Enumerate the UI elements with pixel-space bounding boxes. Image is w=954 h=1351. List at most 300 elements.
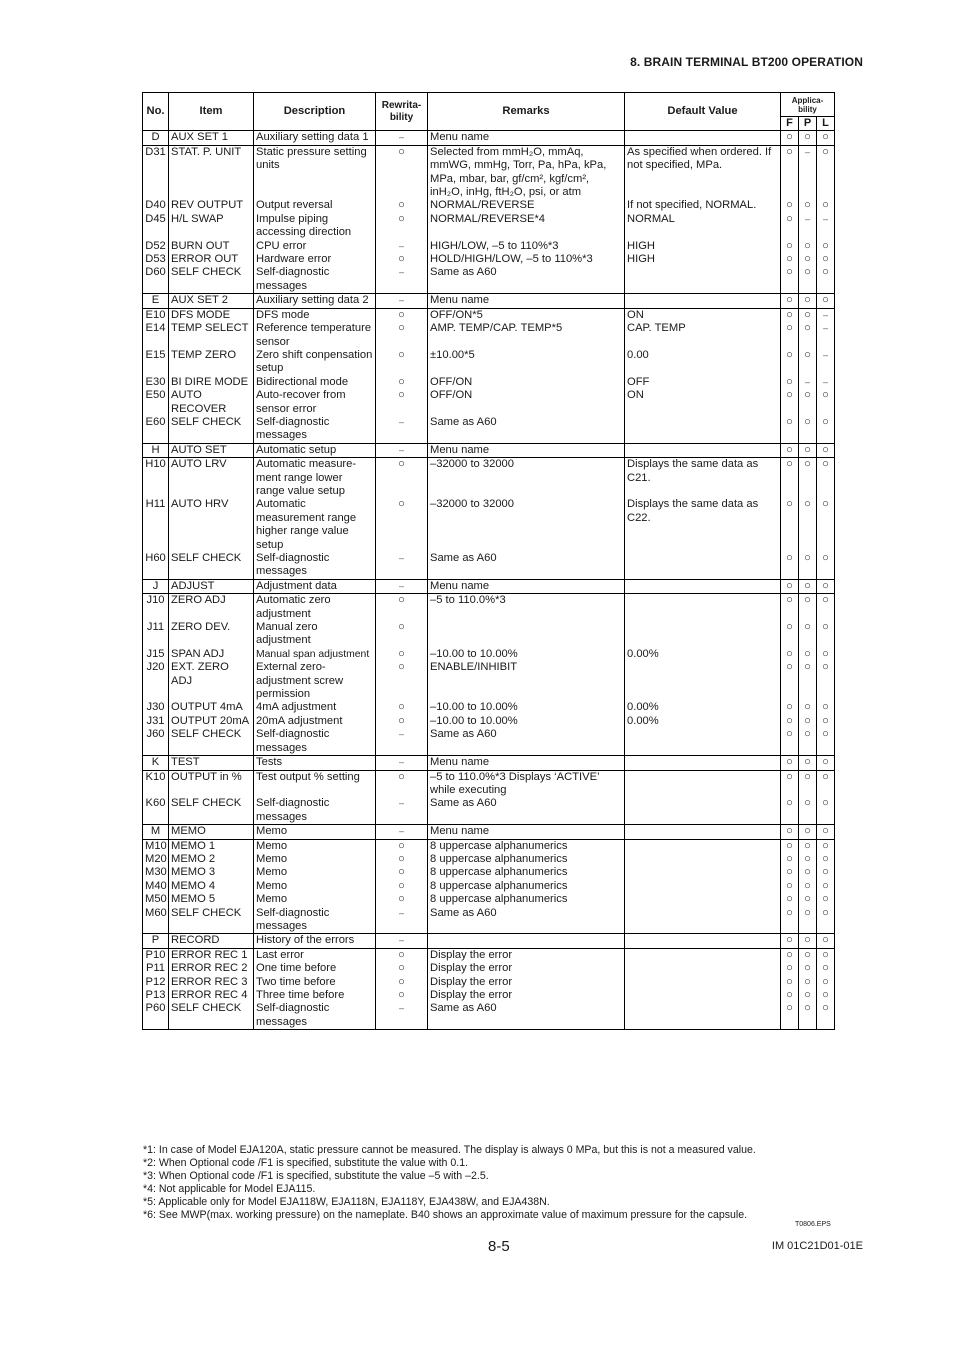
row-p: ○ xyxy=(799,661,817,701)
row-rewritability: ○ xyxy=(376,498,428,552)
row-remarks: –10.00 to 10.00% xyxy=(428,715,625,728)
row-l: ○ xyxy=(817,770,835,797)
row-rewritability: – xyxy=(376,907,428,934)
row-l: – xyxy=(817,322,835,349)
row-default-value xyxy=(625,893,781,906)
row-l: ○ xyxy=(817,715,835,728)
row-item: SELF CHECK xyxy=(169,907,254,934)
row-description: DFS mode xyxy=(254,308,376,322)
row-remarks: 8 uppercase alphanumerics xyxy=(428,893,625,906)
row-remarks: Same as A60 xyxy=(428,266,625,293)
row-default-value xyxy=(625,579,781,593)
table-row xyxy=(143,962,835,975)
row-item: ADJUST xyxy=(169,579,254,593)
row-no: D xyxy=(143,131,169,145)
row-l: – xyxy=(817,213,835,240)
row-item: AUTO RECOVER xyxy=(169,389,254,416)
row-rewritability: – xyxy=(376,756,428,770)
row-no: D31 xyxy=(143,145,169,199)
row-l: ○ xyxy=(817,880,835,893)
row-rewritability: ○ xyxy=(376,253,428,266)
row-rewritability: – xyxy=(376,934,428,948)
row-default-value: HIGH xyxy=(625,253,781,266)
table-row xyxy=(143,199,835,212)
row-p: ○ xyxy=(799,266,817,293)
row-remarks: Menu name xyxy=(428,294,625,308)
table-row xyxy=(143,253,835,266)
table-row xyxy=(143,770,835,797)
row-no: E xyxy=(143,294,169,308)
row-f: ○ xyxy=(781,661,799,701)
row-description: Memo xyxy=(254,866,376,879)
row-p: ○ xyxy=(799,866,817,879)
row-no: P10 xyxy=(143,948,169,962)
row-f: ○ xyxy=(781,907,799,934)
row-remarks: –32000 to 32000 xyxy=(428,458,625,499)
row-l: ○ xyxy=(817,294,835,308)
row-p: ○ xyxy=(799,907,817,934)
row-f: ○ xyxy=(781,797,799,824)
row-description: Last error xyxy=(254,948,376,962)
row-remarks: –5 to 110.0%*3 Displays ‘ACTIVE’ while executing xyxy=(428,770,625,797)
row-item: MEMO 4 xyxy=(169,880,254,893)
row-remarks: ±10.00*5 xyxy=(428,349,625,376)
table-row xyxy=(143,240,835,253)
row-p: – xyxy=(799,213,817,240)
row-no: E60 xyxy=(143,416,169,443)
row-rewritability: ○ xyxy=(376,213,428,240)
table-row xyxy=(143,145,835,199)
row-f: ○ xyxy=(781,389,799,416)
row-l: ○ xyxy=(817,1002,835,1029)
row-remarks: 8 uppercase alphanumerics xyxy=(428,839,625,853)
row-item: MEMO 1 xyxy=(169,839,254,853)
row-item: AUX SET 2 xyxy=(169,294,254,308)
row-l: ○ xyxy=(817,145,835,199)
row-no: P xyxy=(143,934,169,948)
row-remarks: Display the error xyxy=(428,962,625,975)
row-l: ○ xyxy=(817,621,835,648)
row-p: ○ xyxy=(799,294,817,308)
header-remarks: Remarks xyxy=(428,93,625,131)
row-rewritability: – xyxy=(376,1002,428,1029)
row-l: ○ xyxy=(817,948,835,962)
row-f: ○ xyxy=(781,253,799,266)
row-description: 4mA adjustment xyxy=(254,701,376,714)
section-header: 8. BRAIN TERMINAL BT200 OPERATION xyxy=(630,55,863,69)
table-row xyxy=(143,839,835,853)
row-description: Auto-recover from sensor error xyxy=(254,389,376,416)
row-f: ○ xyxy=(781,866,799,879)
row-rewritability: ○ xyxy=(376,308,428,322)
row-description: Bidirectional mode xyxy=(254,376,376,389)
row-item: SELF CHECK xyxy=(169,1002,254,1029)
table-row xyxy=(143,322,835,349)
row-no: J31 xyxy=(143,715,169,728)
row-description: Hardware error xyxy=(254,253,376,266)
row-description: Zero shift conpensation setup xyxy=(254,349,376,376)
row-p: ○ xyxy=(799,308,817,322)
row-f: ○ xyxy=(781,443,799,457)
row-default-value: CAP. TEMP xyxy=(625,322,781,349)
row-item: AUTO LRV xyxy=(169,458,254,499)
row-default-value xyxy=(625,294,781,308)
row-p: ○ xyxy=(799,962,817,975)
row-p: – xyxy=(799,145,817,199)
row-item: MEMO 5 xyxy=(169,893,254,906)
row-default-value xyxy=(625,443,781,457)
row-default-value: Displays the same data as C21. xyxy=(625,458,781,499)
table-row xyxy=(143,648,835,661)
row-item: REV OUTPUT xyxy=(169,199,254,212)
row-item: AUX SET 1 xyxy=(169,131,254,145)
row-remarks: OFF/ON xyxy=(428,389,625,416)
row-default-value: NORMAL xyxy=(625,213,781,240)
row-remarks: Same as A60 xyxy=(428,907,625,934)
row-f: ○ xyxy=(781,240,799,253)
table-row xyxy=(143,213,835,240)
row-default-value xyxy=(625,661,781,701)
row-rewritability: ○ xyxy=(376,853,428,866)
footnote-5: *5: Applicable only for Model EJA118W, EJA118N, EJA118Y, EJA438W, and EJA438N. xyxy=(143,1196,550,1209)
row-default-value: HIGH xyxy=(625,240,781,253)
row-remarks xyxy=(428,621,625,648)
table-row xyxy=(143,715,835,728)
row-default-value xyxy=(625,948,781,962)
row-f: ○ xyxy=(781,458,799,499)
row-remarks: Display the error xyxy=(428,948,625,962)
row-f: ○ xyxy=(781,853,799,866)
table-row xyxy=(143,701,835,714)
row-rewritability: ○ xyxy=(376,839,428,853)
table-row xyxy=(143,458,835,499)
row-default-value xyxy=(625,594,781,621)
row-p: ○ xyxy=(799,648,817,661)
row-f: ○ xyxy=(781,962,799,975)
row-no: J20 xyxy=(143,661,169,701)
footnote-4: *4: Not applicable for Model EJA115. xyxy=(143,1183,316,1196)
row-remarks: Same as A60 xyxy=(428,552,625,579)
row-f: ○ xyxy=(781,934,799,948)
row-p: ○ xyxy=(799,253,817,266)
row-default-value xyxy=(625,1002,781,1029)
row-f: ○ xyxy=(781,880,799,893)
row-l: ○ xyxy=(817,579,835,593)
header-item: Item xyxy=(169,93,254,131)
row-l: ○ xyxy=(817,728,835,755)
row-f: ○ xyxy=(781,756,799,770)
row-remarks: Menu name xyxy=(428,579,625,593)
row-description: Self-diagnostic messages xyxy=(254,728,376,755)
row-remarks: OFF/ON*5 xyxy=(428,308,625,322)
row-rewritability: ○ xyxy=(376,349,428,376)
header-l: L xyxy=(817,117,835,131)
table-row xyxy=(143,416,835,443)
row-item: EXT. ZERO ADJ xyxy=(169,661,254,701)
row-p: ○ xyxy=(799,131,817,145)
row-rewritability: ○ xyxy=(376,661,428,701)
table-row xyxy=(143,579,835,593)
row-p: ○ xyxy=(799,389,817,416)
row-p: ○ xyxy=(799,756,817,770)
row-item: H/L SWAP xyxy=(169,213,254,240)
row-l: ○ xyxy=(817,893,835,906)
table-row xyxy=(143,853,835,866)
row-default-value xyxy=(625,621,781,648)
row-rewritability: ○ xyxy=(376,770,428,797)
row-rewritability: ○ xyxy=(376,866,428,879)
row-remarks: HOLD/HIGH/LOW, –5 to 110%*3 xyxy=(428,253,625,266)
row-f: ○ xyxy=(781,308,799,322)
row-no: E15 xyxy=(143,349,169,376)
row-p: ○ xyxy=(799,797,817,824)
row-item: ERROR REC 1 xyxy=(169,948,254,962)
row-remarks: Same as A60 xyxy=(428,1002,625,1029)
row-item: MEMO 2 xyxy=(169,853,254,866)
row-remarks: Same as A60 xyxy=(428,728,625,755)
row-item: ERROR REC 3 xyxy=(169,976,254,989)
row-item: AUTO HRV xyxy=(169,498,254,552)
footnote-3: *3: When Optional code /F1 is specified, substitute the value –5 with –2.5. xyxy=(143,1170,489,1183)
row-no: J11 xyxy=(143,621,169,648)
row-no: D53 xyxy=(143,253,169,266)
row-default-value xyxy=(625,866,781,879)
row-no: E50 xyxy=(143,389,169,416)
row-rewritability: ○ xyxy=(376,199,428,212)
row-p: ○ xyxy=(799,443,817,457)
row-item: TEMP ZERO xyxy=(169,349,254,376)
row-description: Manual span adjustment xyxy=(254,648,376,661)
row-p: – xyxy=(799,376,817,389)
row-default-value: 0.00% xyxy=(625,715,781,728)
row-description: Self-diagnostic messages xyxy=(254,1002,376,1029)
row-f: ○ xyxy=(781,322,799,349)
row-p: ○ xyxy=(799,715,817,728)
row-p: ○ xyxy=(799,322,817,349)
table-row xyxy=(143,797,835,824)
footnotes xyxy=(143,1144,843,1223)
row-description: Self-diagnostic messages xyxy=(254,797,376,824)
row-default-value: Displays the same data as C22. xyxy=(625,498,781,552)
row-item: ERROR REC 4 xyxy=(169,989,254,1002)
row-p: ○ xyxy=(799,621,817,648)
header-p: P xyxy=(799,117,817,131)
row-item: AUTO SET xyxy=(169,443,254,457)
row-no: E30 xyxy=(143,376,169,389)
row-f: ○ xyxy=(781,131,799,145)
row-no: J30 xyxy=(143,701,169,714)
row-no: D52 xyxy=(143,240,169,253)
row-f: ○ xyxy=(781,839,799,853)
row-rewritability: ○ xyxy=(376,701,428,714)
header-f: F xyxy=(781,117,799,131)
row-remarks: –5 to 110.0%*3 xyxy=(428,594,625,621)
row-rewritability: ○ xyxy=(376,376,428,389)
table-row xyxy=(143,756,835,770)
row-l: ○ xyxy=(817,498,835,552)
row-rewritability: ○ xyxy=(376,989,428,1002)
row-f: ○ xyxy=(781,266,799,293)
row-default-value: ON xyxy=(625,308,781,322)
row-item: SPAN ADJ xyxy=(169,648,254,661)
row-description: External zero-adjustment screw permission xyxy=(254,661,376,701)
row-default-value xyxy=(625,756,781,770)
row-description: Tests xyxy=(254,756,376,770)
row-item: TEST xyxy=(169,756,254,770)
row-f: ○ xyxy=(781,893,799,906)
row-remarks: HIGH/LOW, –5 to 110%*3 xyxy=(428,240,625,253)
row-p: ○ xyxy=(799,594,817,621)
row-default-value xyxy=(625,797,781,824)
row-rewritability: ○ xyxy=(376,648,428,661)
row-p: ○ xyxy=(799,989,817,1002)
row-f: ○ xyxy=(781,701,799,714)
row-description: Automatic zero adjustment xyxy=(254,594,376,621)
row-description: Self-diagnostic messages xyxy=(254,416,376,443)
row-l: ○ xyxy=(817,552,835,579)
table-row xyxy=(143,443,835,457)
row-rewritability: ○ xyxy=(376,948,428,962)
table-row xyxy=(143,621,835,648)
row-no: D60 xyxy=(143,266,169,293)
row-no: K xyxy=(143,756,169,770)
row-no: M30 xyxy=(143,866,169,879)
header-rewritability: Rewrita- bility xyxy=(376,93,428,131)
row-default-value xyxy=(625,266,781,293)
row-l: ○ xyxy=(817,853,835,866)
row-l: ○ xyxy=(817,594,835,621)
row-default-value xyxy=(625,880,781,893)
row-description: Three time before xyxy=(254,989,376,1002)
row-rewritability: ○ xyxy=(376,594,428,621)
row-rewritability: – xyxy=(376,728,428,755)
row-no: H11 xyxy=(143,498,169,552)
row-description: Output reversal xyxy=(254,199,376,212)
row-l: ○ xyxy=(817,756,835,770)
row-item: ERROR REC 2 xyxy=(169,962,254,975)
row-remarks: NORMAL/REVERSE xyxy=(428,199,625,212)
row-description: Auxiliary setting data 1 xyxy=(254,131,376,145)
table-body xyxy=(143,131,835,1030)
row-item: SELF CHECK xyxy=(169,728,254,755)
row-default-value xyxy=(625,825,781,839)
row-rewritability: ○ xyxy=(376,880,428,893)
row-f: ○ xyxy=(781,145,799,199)
row-remarks xyxy=(428,934,625,948)
row-description: Memo xyxy=(254,880,376,893)
row-description: Manual zero adjustment xyxy=(254,621,376,648)
table-row xyxy=(143,989,835,1002)
header-no: No. xyxy=(143,93,169,131)
row-l: ○ xyxy=(817,907,835,934)
figure-file-tag: T0806.EPS xyxy=(795,1221,831,1228)
row-rewritability: ○ xyxy=(376,893,428,906)
row-no: P11 xyxy=(143,962,169,975)
row-description: Memo xyxy=(254,893,376,906)
row-remarks: Display the error xyxy=(428,976,625,989)
row-p: ○ xyxy=(799,498,817,552)
row-description: Adjustment data xyxy=(254,579,376,593)
table-row xyxy=(143,498,835,552)
row-l: – xyxy=(817,376,835,389)
row-no: H10 xyxy=(143,458,169,499)
row-no: D40 xyxy=(143,199,169,212)
table-row xyxy=(143,728,835,755)
row-l: ○ xyxy=(817,240,835,253)
row-item: TEMP SELECT xyxy=(169,322,254,349)
row-rewritability: ○ xyxy=(376,322,428,349)
row-rewritability: – xyxy=(376,131,428,145)
row-default-value xyxy=(625,934,781,948)
row-l: ○ xyxy=(817,866,835,879)
row-description: 20mA adjustment xyxy=(254,715,376,728)
row-no: M60 xyxy=(143,907,169,934)
row-remarks: Menu name xyxy=(428,443,625,457)
row-item: ERROR OUT xyxy=(169,253,254,266)
row-p: ○ xyxy=(799,458,817,499)
table-row xyxy=(143,907,835,934)
row-l: ○ xyxy=(817,934,835,948)
row-p: ○ xyxy=(799,240,817,253)
row-l: ○ xyxy=(817,253,835,266)
row-p: ○ xyxy=(799,880,817,893)
row-l: ○ xyxy=(817,199,835,212)
row-rewritability: ○ xyxy=(376,389,428,416)
row-description: Automatic setup xyxy=(254,443,376,457)
row-no: M20 xyxy=(143,853,169,866)
table-row xyxy=(143,389,835,416)
row-no: K60 xyxy=(143,797,169,824)
row-f: ○ xyxy=(781,648,799,661)
row-default-value: 0.00% xyxy=(625,701,781,714)
row-remarks: ENABLE/INHIBIT xyxy=(428,661,625,701)
row-l: ○ xyxy=(817,389,835,416)
row-f: ○ xyxy=(781,989,799,1002)
row-l: ○ xyxy=(817,131,835,145)
table-row xyxy=(143,376,835,389)
row-l: ○ xyxy=(817,989,835,1002)
row-description: Self-diagnostic messages xyxy=(254,266,376,293)
row-item: RECORD xyxy=(169,934,254,948)
row-rewritability: ○ xyxy=(376,458,428,499)
row-p: ○ xyxy=(799,976,817,989)
row-item: MEMO 3 xyxy=(169,866,254,879)
row-p: ○ xyxy=(799,934,817,948)
row-item: SELF CHECK xyxy=(169,416,254,443)
row-f: ○ xyxy=(781,294,799,308)
row-rewritability: ○ xyxy=(376,715,428,728)
row-rewritability: – xyxy=(376,552,428,579)
row-no: P12 xyxy=(143,976,169,989)
row-l: ○ xyxy=(817,701,835,714)
table-row xyxy=(143,131,835,145)
row-l: ○ xyxy=(817,661,835,701)
row-l: ○ xyxy=(817,839,835,853)
row-rewritability: – xyxy=(376,416,428,443)
row-remarks: 8 uppercase alphanumerics xyxy=(428,866,625,879)
row-default-value: As specified when ordered. If not specified, MPa. xyxy=(625,145,781,199)
table-row xyxy=(143,266,835,293)
row-f: ○ xyxy=(781,349,799,376)
footnote-6: *6: See MWP(max. working pressure) on the nameplate. B40 shows an approximate value of maximum pressure for the capsule. xyxy=(143,1209,748,1222)
row-remarks: 8 uppercase alphanumerics xyxy=(428,853,625,866)
row-no: E14 xyxy=(143,322,169,349)
row-rewritability: ○ xyxy=(376,621,428,648)
row-description: Self-diagnostic messages xyxy=(254,907,376,934)
header-applicability: Applica- bility xyxy=(781,93,835,117)
table-row xyxy=(143,825,835,839)
row-item: SELF CHECK xyxy=(169,266,254,293)
